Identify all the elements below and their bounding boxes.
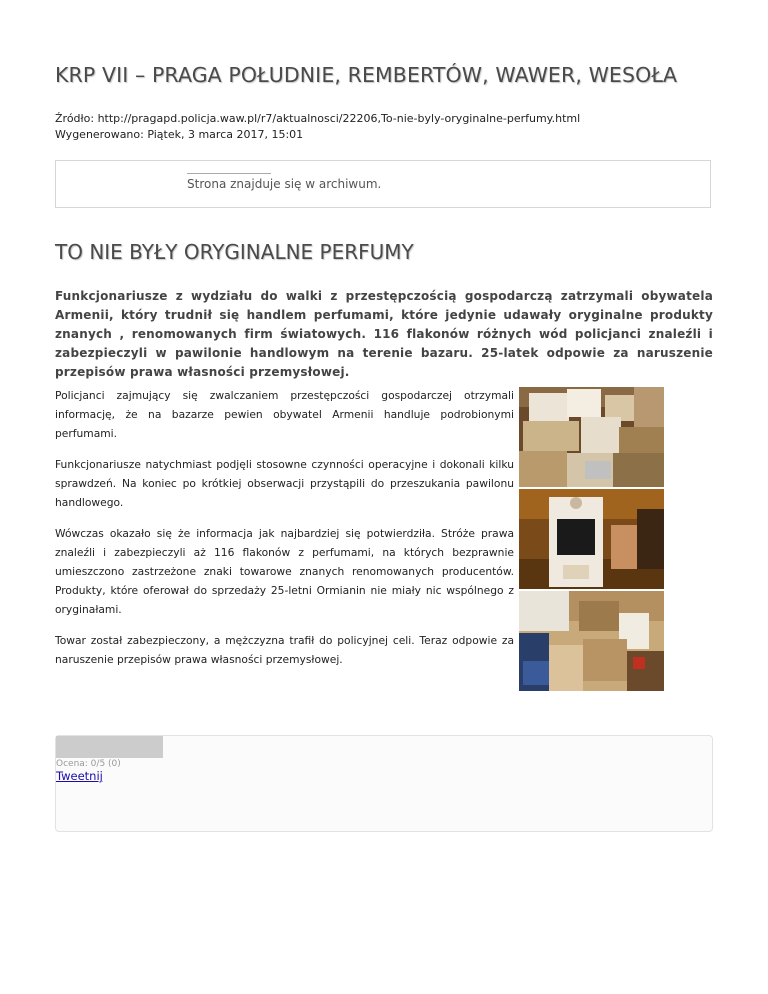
photo-perfume-boxes[interactable] — [519, 387, 664, 487]
document-meta — [55, 111, 580, 143]
article-paragraph: Funkcjonariusze natychmiast podjęli stosowne czynności operacyjne i dokonali kilku sprawdzeń. Na koniec po krótkiej obserwacji przystąpili do przeszukania pawilonu handlowego. — [55, 458, 514, 509]
photo-cluttered-boxes[interactable] — [519, 591, 664, 691]
article-title: TO NIE BYŁY ORYGINALNE PERFUMY — [55, 240, 414, 264]
archive-notice: Strona znajduje się w archiwum. — [187, 177, 382, 191]
article-paragraph: Policjanci zajmujący się zwalczaniem przestępczości gospodarczej otrzymali informację, że na bazarze pewien obywatel Armenii handluje podrobionymi perfumami. — [55, 389, 514, 440]
rating-panel — [55, 735, 713, 832]
article-lead: Funkcjonariusze z wydziału do walki z przestępczością gospodarczą zatrzymali obywatela Armenii, który trudnił się handlem perfumami, które jedynie udawały oryginalne produkty znanych , renomowanych firm światowych. 116 flakonów różnych wód policjanci znaleźli i zabezpieczyli w pawilonie handlowym na terenie bazaru. 25-latek odpowie za naruszenie przepisów prawa własności przemysłowej. — [55, 289, 713, 379]
article-body — [55, 386, 514, 681]
rating-stars[interactable] — [56, 736, 163, 758]
photo-dior-bottle[interactable] — [519, 489, 664, 589]
generated-date: Wygenerowano: Piątek, 3 marca 2017, 15:01 — [55, 128, 304, 141]
archive-notice-box — [55, 160, 711, 208]
source-url: Źródło: http://pragapd.policja.waw.pl/r7/aktualnosci/22206,To-nie-byly-oryginalne-perfumy.html — [55, 112, 581, 125]
tweet-link[interactable]: Tweetnij — [56, 769, 103, 783]
article-paragraph: Towar został zabezpieczony, a mężczyzna trafił do policyjnej celi. Teraz odpowie za naruszenie przepisów prawa własności przemysłowej. — [55, 634, 514, 666]
article-paragraph: Wówczas okazało się że informacja jak najbardziej się potwierdziła. Stróże prawa znaleźli i zabezpieczyli aż 116 flakonów z perfumami, na których bezprawnie umieszczono zastrzeżone znaki towarowe znanych renomowanych producentów. Produkty, które oferował do sprzedaży 25-letni Ormianin nie miały nic wspólnego z oryginałami. — [55, 527, 514, 616]
site-title: KRP VII – PRAGA POŁUDNIE, REMBERTÓW, WAWER, WESOŁA — [55, 63, 678, 87]
rating-value: Ocena: 0/5 (0) — [56, 759, 121, 769]
divider — [187, 173, 271, 174]
photo-gallery — [519, 387, 664, 693]
